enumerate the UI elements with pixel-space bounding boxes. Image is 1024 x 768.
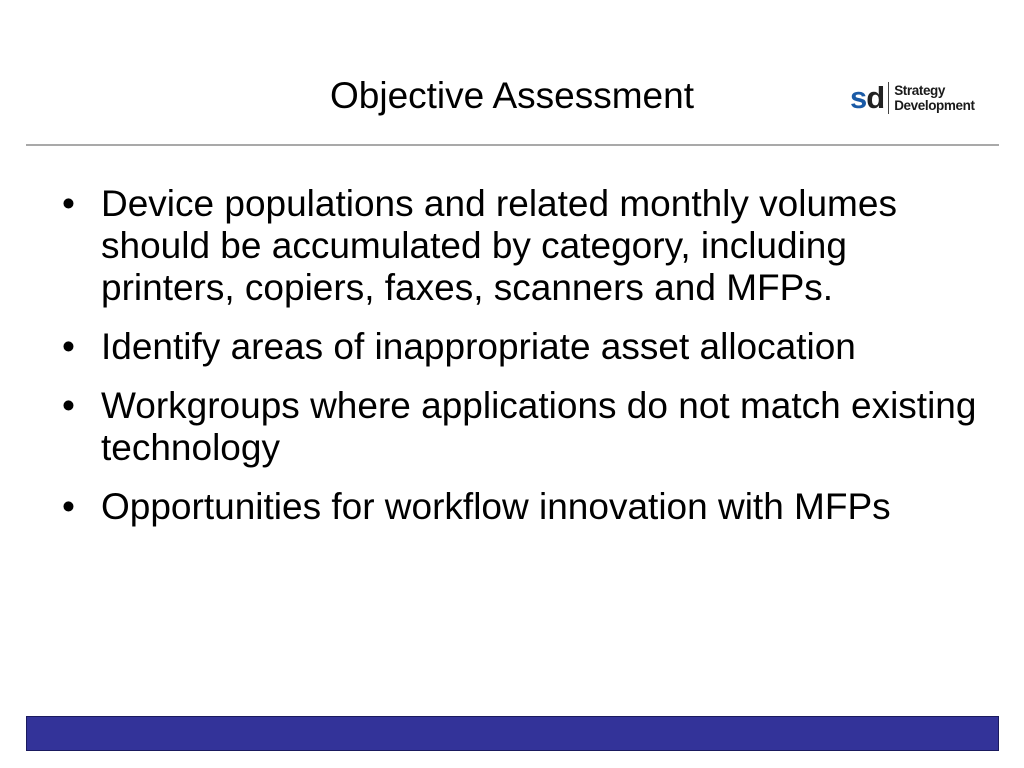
bullet-text: Identify areas of inappropriate asset allocation xyxy=(101,326,856,367)
bullet-dot-icon: • xyxy=(62,183,75,224)
logo-wordmark xyxy=(894,83,974,113)
bullet-dot-icon: • xyxy=(62,385,75,426)
bullet-text: Workgroups where applications do not match existing technology xyxy=(101,385,977,468)
title-divider xyxy=(26,144,999,146)
footer-bar xyxy=(26,716,999,751)
logo-line-2: Development xyxy=(894,98,975,113)
bullet-item xyxy=(58,486,988,528)
bullet-text: Device populations and related monthly volumes should be accumulated by category, including printers, copiers, faxes, scanners and MFPs. xyxy=(101,183,897,308)
bullet-item xyxy=(58,326,988,368)
bullet-list xyxy=(58,183,988,545)
bullet-dot-icon: • xyxy=(62,486,75,527)
slide-title: Objective Assessment xyxy=(330,75,694,116)
bullet-dot-icon: • xyxy=(62,326,75,367)
logo-mark-d: d xyxy=(866,80,885,115)
logo-mark-s: s xyxy=(850,80,867,115)
bullet-text: Opportunities for workflow innovation with MFPs xyxy=(101,486,891,527)
strategy-development-logo xyxy=(850,80,975,116)
logo-mark xyxy=(850,81,884,115)
bullet-item xyxy=(58,385,988,469)
logo-line-1: Strategy xyxy=(894,83,946,98)
bullet-item xyxy=(58,183,988,309)
logo-divider xyxy=(888,82,889,114)
